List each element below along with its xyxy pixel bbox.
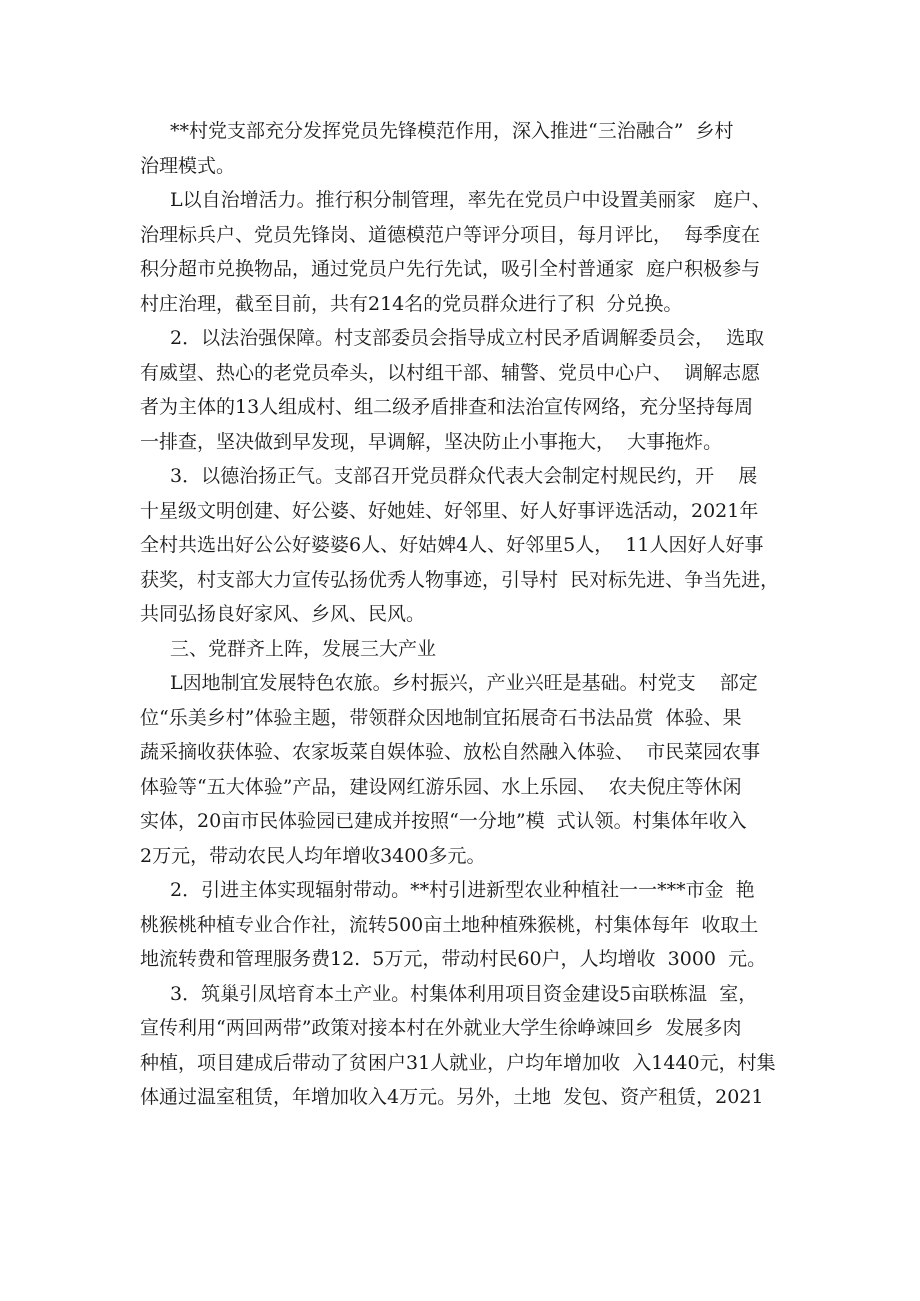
- section-heading: [140, 632, 800, 667]
- text-line: 2．引进主体实现辐射带动。**村引进新型农业种植社一一***市金 艳: [170, 879, 755, 901]
- text-line: 位“乐美乡村”体验主题，带领群众因地制宜拓展奇石书法品赏 体验、果: [140, 706, 742, 729]
- text-line: 蔬采摘收获体验、农家坂菜自娱体验、放松自然融入体验、 市民菜园农事: [140, 741, 761, 763]
- text-line: 有威望、热心的老党员牵头，以村组干部、辅警、党员中心户、 调解志愿: [140, 361, 761, 384]
- text-line: 获奖，村支部大力宣传弘扬优秀人物事迹，引导村 民对标先进、争当先进，: [140, 568, 780, 591]
- text-line: **村党支部充分发挥党员先锋模范作用，深入推进“三治融合” 乡村: [170, 120, 734, 142]
- text-line: 2万元，带动农民人均年增收3400多元。: [140, 844, 486, 867]
- text-line: 一排查，坚决做到早发现，早调解，坚决防止小事拖大， 大事拖炸。: [140, 430, 723, 453]
- paragraph-local-industry: [140, 977, 800, 1115]
- text-line: L因地制宜发展特色农旅。乡村振兴，产业兴旺是基础。村党支 部定: [170, 672, 758, 694]
- text-line: 2．以法治强保障。村支部委员会指导成立村民矛盾调解委员会， 选取: [170, 327, 765, 349]
- text-line: 者为主体的13人组成村、组二级矛盾排查和法治宣传网络，充分坚持每周: [140, 396, 754, 418]
- paragraph-autonomy: [140, 183, 800, 321]
- paragraph-entities: [140, 873, 800, 977]
- text-line: 治理模式。: [140, 154, 236, 177]
- text-line: 3．筑巢引凤培育本土产业。村集体利用项目资金建设5亩联栋温 室，: [170, 982, 758, 1005]
- section-title: 三、党群齐上阵，发展三大产业: [170, 637, 437, 660]
- text-line: L以自治增活力。推行积分制管理，率先在党员户中设置美丽家 庭户、: [170, 189, 771, 211]
- text-line: 积分超市兑换物品，通过党员户先行先试，吸引全村普通家 庭户积极参与: [140, 258, 761, 280]
- text-line: 实体，20亩市民体验园已建成并按照“一分地”模 式认领。村集体年收入: [140, 810, 747, 832]
- paragraph-agritourism: [140, 666, 800, 873]
- text-line: 3．以德治扬正气。支部召开党员群众代表大会制定村规民约，开 展: [170, 465, 758, 487]
- text-line: 十星级文明创建、好公婆、好她娃、好邻里、好人好事评选活动，2021年: [140, 499, 759, 522]
- text-line: 体通过温室租赁，年增加收入4万元。另外，土地 发包、资产租赁，2021: [140, 1086, 764, 1108]
- paragraph-rule-of-law: [140, 321, 800, 459]
- text-line: 地流转费和管理服务费12. 5万元，带动村民60户，人均增收 3000 元。: [140, 948, 767, 970]
- document-body: [140, 114, 800, 1115]
- text-line: 桃猴桃种植专业合作社，流转500亩土地种植殊猴桃，村集体每年 收取土: [140, 913, 759, 936]
- text-line: 体验等“五大体验”产品，建设网红游乐园、水上乐园、 农夫倪庄等休闲: [140, 775, 742, 798]
- text-line: 治理标兵户、党员先锋岗、道德模范户等评分项目，每月评比， 每季度在: [140, 223, 761, 246]
- text-line: 全村共选出好公公好婆婆6人、好姑婢4人、好邻里5人， 11人因好人好事: [140, 534, 764, 556]
- text-line: 共同弘扬良好家风、乡风、民风。: [140, 603, 426, 625]
- text-line: 村庄治理，截至目前，共有214名的党员群众进行了积 分兑换。: [140, 292, 683, 315]
- text-line: 宣传利用“两回两带”政策对接本村在外就业大学生徐峥竦回乡 发展多肉: [140, 1017, 742, 1039]
- paragraph-intro: [140, 114, 800, 183]
- paragraph-virtue: [140, 459, 800, 632]
- text-line: 种植，项目建成后带动了贫困户31人就业，户均年增加收 入1440元，村集: [140, 1051, 776, 1074]
